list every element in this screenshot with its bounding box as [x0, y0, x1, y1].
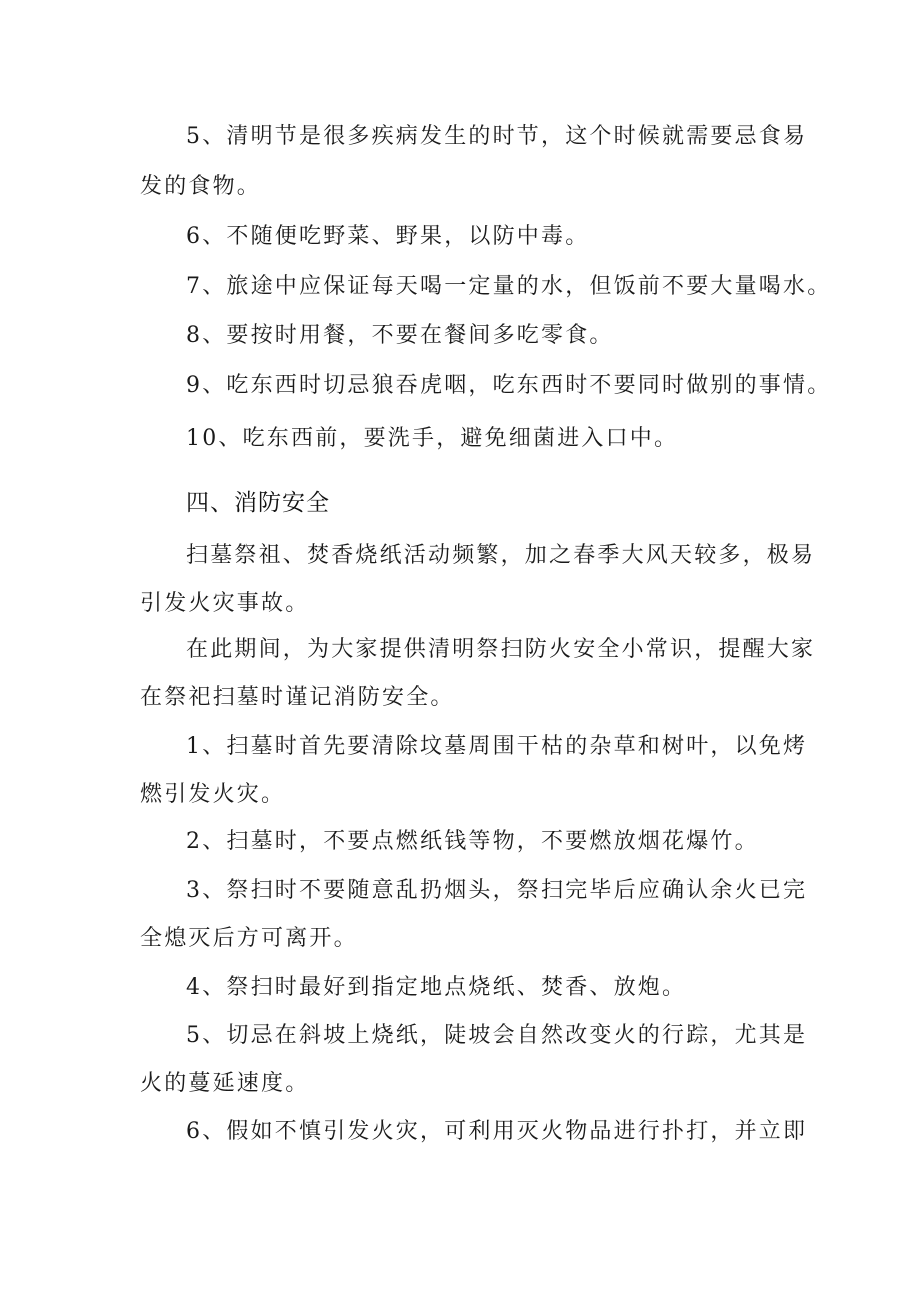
intro-paragraph-2-line-1: 在此期间，为大家提供清明祭扫防火安全小常识，提醒大家 [186, 637, 816, 662]
fire-item-1-line-1: 1、扫墓时首先要清除坟墓周围干枯的杂草和树叶，以免烤 [186, 734, 808, 759]
intro-paragraph-1-line-1: 扫墓祭祖、焚香烧纸活动频繁，加之春季大风天较多，极易 [186, 543, 816, 568]
list-item-7: 7、旅途中应保证每天喝一定量的水，但饭前不要大量喝水。 [186, 274, 832, 299]
list-item-9: 9、吃东西时切忌狼吞虎咽，吃东西时不要同时做别的事情。 [186, 373, 832, 398]
list-item-8: 8、要按时用餐，不要在餐间多吃零食。 [186, 323, 614, 348]
fire-item-1-line-2: 燃引发火灾。 [140, 782, 286, 807]
fire-item-6-line-1: 6、假如不慎引发火灾，可利用灭火物品进行扑打，并立即 [186, 1119, 808, 1144]
intro-paragraph-2-line-2: 在祭祀扫墓时谨记消防安全。 [140, 685, 455, 710]
list-item-5-line-1: 5、清明节是很多疾病发生的时节，这个时候就需要忌食易 [186, 124, 808, 149]
fire-item-5-line-2: 火的蔓延速度。 [140, 1071, 310, 1096]
fire-item-4: 4、祭扫时最好到指定地点烧纸、焚香、放炮。 [186, 975, 687, 1000]
fire-item-3-line-2: 全熄灭后方可离开。 [140, 926, 358, 951]
list-item-5-line-2: 发的食物。 [140, 174, 262, 199]
fire-item-2: 2、扫墓时，不要点燃纸钱等物，不要燃放烟花爆竹。 [186, 829, 759, 854]
fire-item-3-line-1: 3、祭扫时不要随意乱扔烟头，祭扫完毕后应确认余火已完 [186, 878, 808, 903]
list-item-10: 10、吃东西前，要洗手，避免细菌进入口中。 [186, 426, 679, 451]
fire-item-5-line-1: 5、切忌在斜坡上烧纸，陡坡会自然改变火的行踪，尤其是 [186, 1023, 808, 1048]
section-heading-fire-safety: 四、消防安全 [186, 490, 330, 516]
list-item-6: 6、不随便吃野菜、野果，以防中毒。 [186, 224, 590, 249]
intro-paragraph-1-line-2: 引发火灾事故。 [140, 591, 310, 616]
